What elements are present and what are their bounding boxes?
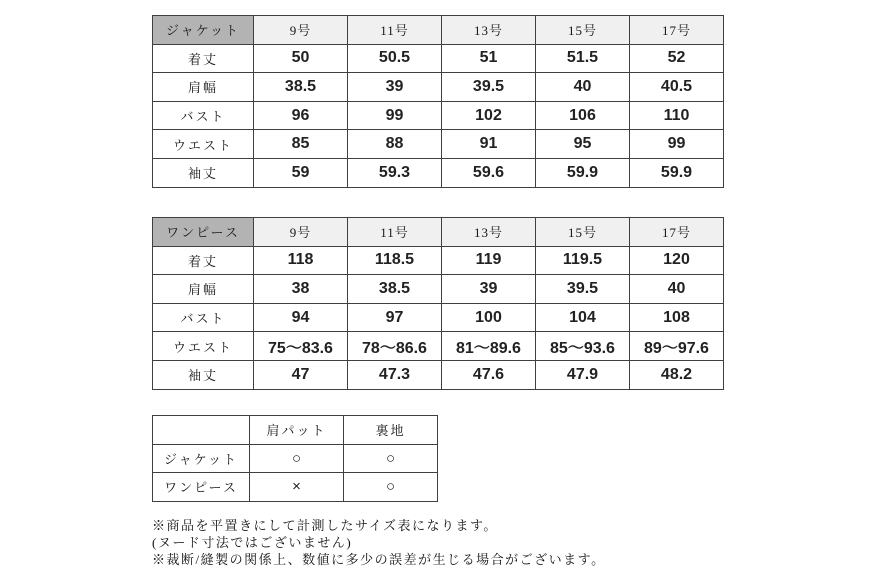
- cell-value: 59.9: [536, 158, 630, 187]
- cell-value: 104: [536, 303, 630, 332]
- feature-mark: ○: [344, 444, 438, 473]
- row-label: ジャケット: [153, 444, 250, 473]
- cell-value: 88: [348, 130, 442, 159]
- row-label: 肩幅: [153, 73, 254, 102]
- row-label: ウエスト: [153, 332, 254, 361]
- table-row: [153, 44, 724, 73]
- cell-value: 75〜83.6: [254, 332, 348, 361]
- cell-value: 59.3: [348, 158, 442, 187]
- shoulder-pad-header: 肩パット: [250, 416, 344, 445]
- cell-value: 39.5: [536, 275, 630, 304]
- cell-value: 47: [254, 360, 348, 389]
- cell-value: 48.2: [630, 360, 724, 389]
- table-row: [153, 473, 438, 502]
- cell-value: 89〜97.6: [630, 332, 724, 361]
- cell-value: 47.6: [442, 360, 536, 389]
- cell-value: 50.5: [348, 44, 442, 73]
- cell-value: 78〜86.6: [348, 332, 442, 361]
- row-label: 袖丈: [153, 360, 254, 389]
- table-row: [153, 246, 724, 275]
- cell-value: 100: [442, 303, 536, 332]
- dress-header-row: [153, 218, 724, 247]
- cell-value: 38: [254, 275, 348, 304]
- table-row: [153, 73, 724, 102]
- table-row: [153, 158, 724, 187]
- cell-value: 59.6: [442, 158, 536, 187]
- row-label: 肩幅: [153, 275, 254, 304]
- jacket-size-table: [152, 15, 724, 188]
- table-row: [153, 332, 724, 361]
- cell-value: 91: [442, 130, 536, 159]
- cell-value: 85〜93.6: [536, 332, 630, 361]
- table-row: [153, 130, 724, 159]
- cell-value: 52: [630, 44, 724, 73]
- cell-value: 47.9: [536, 360, 630, 389]
- dress-size-header-17: 17号: [630, 218, 724, 247]
- cell-value: 108: [630, 303, 724, 332]
- lining-header: 裏地: [344, 416, 438, 445]
- features-header-row: [153, 416, 438, 445]
- dress-size-header-15: 15号: [536, 218, 630, 247]
- feature-mark: ○: [250, 444, 344, 473]
- table-row: [153, 444, 438, 473]
- cell-value: 50: [254, 44, 348, 73]
- row-label: バスト: [153, 303, 254, 332]
- note-line: ※裁断/縫製の関係上、数値に多少の誤差が生じる場合がございます。: [152, 552, 606, 567]
- jacket-size-header-17: 17号: [630, 16, 724, 45]
- jacket-header-row: [153, 16, 724, 45]
- jacket-size-header-9: 9号: [254, 16, 348, 45]
- features-corner-cell: [153, 416, 250, 445]
- cell-value: 118.5: [348, 246, 442, 275]
- cell-value: 94: [254, 303, 348, 332]
- cell-value: 96: [254, 101, 348, 130]
- cell-value: 81〜89.6: [442, 332, 536, 361]
- features-table: [152, 415, 438, 502]
- cell-value: 40: [630, 275, 724, 304]
- jacket-size-header-11: 11号: [348, 16, 442, 45]
- cell-value: 47.3: [348, 360, 442, 389]
- cell-value: 38.5: [254, 73, 348, 102]
- cell-value: 51: [442, 44, 536, 73]
- feature-mark: ○: [344, 473, 438, 502]
- cell-value: 118: [254, 246, 348, 275]
- row-label: 着丈: [153, 246, 254, 275]
- table-row: [153, 275, 724, 304]
- table-row: [153, 303, 724, 332]
- feature-mark: ×: [250, 473, 344, 502]
- cell-value: 85: [254, 130, 348, 159]
- cell-value: 39: [348, 73, 442, 102]
- row-label: 着丈: [153, 44, 254, 73]
- cell-value: 106: [536, 101, 630, 130]
- cell-value: 119.5: [536, 246, 630, 275]
- table-row: [153, 101, 724, 130]
- cell-value: 40: [536, 73, 630, 102]
- cell-value: 110: [630, 101, 724, 130]
- cell-value: 59: [254, 158, 348, 187]
- jacket-size-header-15: 15号: [536, 16, 630, 45]
- cell-value: 99: [348, 101, 442, 130]
- row-label: 袖丈: [153, 158, 254, 187]
- cell-value: 99: [630, 130, 724, 159]
- cell-value: 97: [348, 303, 442, 332]
- dress-size-table: [152, 217, 724, 390]
- note-line: ※商品を平置きにして計測したサイズ表になります。: [152, 518, 498, 533]
- cell-value: 119: [442, 246, 536, 275]
- cell-value: 40.5: [630, 73, 724, 102]
- row-label: ワンピース: [153, 473, 250, 502]
- cell-value: 51.5: [536, 44, 630, 73]
- dress-table-title: ワンピース: [153, 218, 254, 247]
- row-label: ウエスト: [153, 130, 254, 159]
- row-label: バスト: [153, 101, 254, 130]
- note-line: (ヌード寸法ではございません): [152, 535, 353, 550]
- cell-value: 38.5: [348, 275, 442, 304]
- jacket-table-title: ジャケット: [153, 16, 254, 45]
- table-row: [153, 360, 724, 389]
- dress-size-header-9: 9号: [254, 218, 348, 247]
- cell-value: 59.9: [630, 158, 724, 187]
- jacket-size-header-13: 13号: [442, 16, 536, 45]
- cell-value: 39.5: [442, 73, 536, 102]
- cell-value: 102: [442, 101, 536, 130]
- dress-size-header-11: 11号: [348, 218, 442, 247]
- cell-value: 39: [442, 275, 536, 304]
- cell-value: 120: [630, 246, 724, 275]
- dress-size-header-13: 13号: [442, 218, 536, 247]
- measurement-notes: [152, 517, 606, 568]
- cell-value: 95: [536, 130, 630, 159]
